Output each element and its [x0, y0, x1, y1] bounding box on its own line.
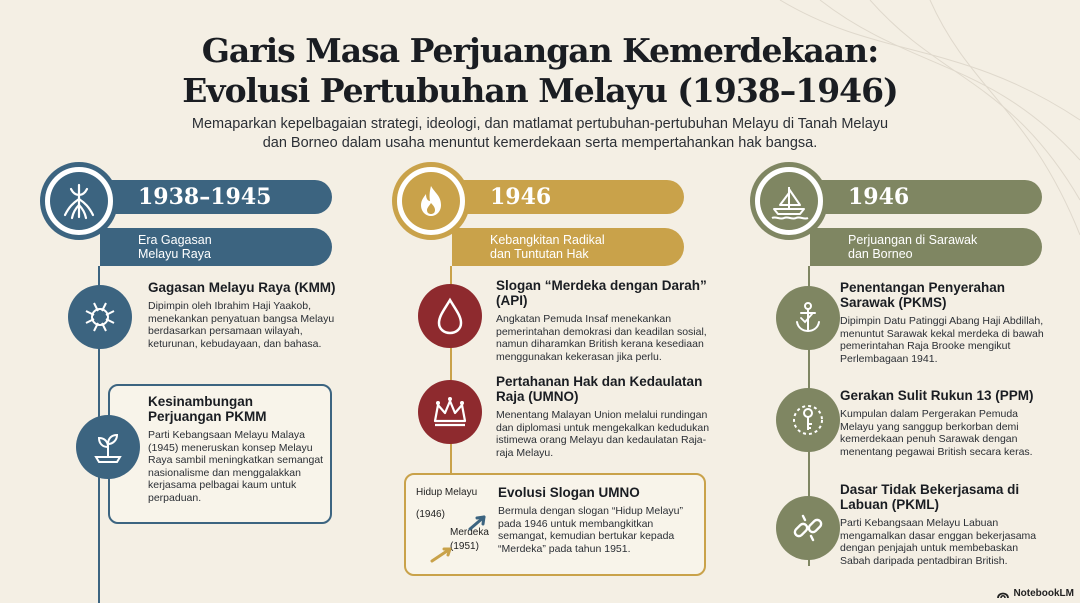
item-kmm: [40, 280, 340, 380]
era-icon-circle: [750, 162, 828, 240]
flame-icon: [402, 172, 460, 230]
anchor-shield-icon: [776, 286, 840, 350]
item-pkml: [776, 482, 1076, 582]
item-text: Parti Kebangsaan Melayu Labuan mengamalkan dasar enggan bekerjasama dengan penjajah untuk membebaskan Sabah daripada pentadbiran British.: [840, 517, 1037, 567]
era-icon-circle: [392, 162, 470, 240]
ship-icon: [760, 172, 818, 230]
item-heading: Gerakan Sulit Rukun 13 (PPM): [840, 388, 1034, 403]
item-heading: Slogan “Merdeka dengan Darah” (API): [496, 278, 707, 308]
year-bar: 1946: [790, 180, 1042, 214]
sprout-icon: [76, 415, 140, 479]
column-1946-sarawak: [748, 160, 1078, 590]
page-title-line2: Evolusi Pertubuhan Melayu (1938–1946): [182, 71, 898, 110]
era-label-line2: dan Tuntutan Hak: [490, 247, 589, 261]
notebooklm-badge: [997, 588, 1074, 599]
item-rukun13: [776, 388, 1076, 478]
era-label-line1: Perjuangan di Sarawak: [848, 233, 978, 247]
page-title-line1: Garis Masa Perjuangan Kemerdekaan:: [201, 31, 879, 70]
item-text: Parti Kebangsaan Melayu Malaya (1945) meneruskan konsep Melayu Raya sambil meningkatkan semangat nasionalisme dan menggalakkan kerjasama pelbagai kaum untuk perpaduan.: [148, 429, 324, 504]
item-heading: Penentangan Penyerahan Sarawak (PKMS): [840, 280, 1006, 310]
era-label-line2: Melayu Raya: [138, 247, 211, 261]
item-text: Angkatan Pemuda Insaf menekankan pemerintahan demokrasi dan keadilan sosial, namun diharamkan British kerana kesediaan menggunakan kekerasan jika perlu.: [496, 313, 707, 363]
item-heading: Dasar Tidak Bekerjasama di Labuan (PKML): [840, 482, 1020, 512]
era-bar: [100, 228, 332, 266]
item-pkmm-box: [108, 384, 332, 524]
era-label-line1: Kebangkitan Radikal: [490, 233, 605, 247]
brand-label: NotebookLM: [1013, 588, 1074, 599]
slogan2-year: (1951): [450, 541, 479, 552]
crown-icon: [418, 380, 482, 444]
broken-chain-icon: [776, 496, 840, 560]
era-icon-circle: [40, 162, 118, 240]
item-text: Menentang Malayan Union melalui rundingan dan diplomasi untuk mengekalkan kedudukan istimewa orang Melayu dan kedaulatan Raja-raja Melayu.: [496, 409, 710, 459]
year-bar: 1938–1945: [80, 180, 332, 214]
notebooklm-logo-icon: [997, 589, 1009, 599]
key-circle-icon: [776, 388, 840, 452]
era-bar: [452, 228, 684, 266]
item-heading: Kesinambungan Perjuangan PKMM: [148, 394, 267, 424]
item-heading: Pertahanan Hak dan Kedaulatan Raja (UMNO): [496, 374, 703, 404]
item-api: [418, 278, 728, 378]
item-pkms: [776, 280, 1076, 380]
slogan2-label: Merdeka: [450, 527, 489, 538]
column-1938-1945: [40, 160, 370, 590]
arrows-up-icon: [422, 509, 494, 565]
blood-drop-icon: [418, 284, 482, 348]
item-text: Dipimpin Datu Patinggi Abang Haji Abdillah, menuntut Sarawak kekal merdeka di bawah pemerintahan Raja Brooke mengikut Perlembagaan 1941.: [840, 315, 1044, 365]
page-subtitle: Memaparkan kepelbagaian strategi, ideologi, dan matlamat pertubuhan-pertubuhan Melayu di Tanah Melayu dan Borneo dalam usaha menuntut kemerdekaan serta mempertahankan hak bangsa.: [191, 116, 889, 151]
hands-unity-icon: [68, 285, 132, 349]
item-umno-slogan-box: [404, 473, 706, 576]
item-text: Dipimpin oleh Ibrahim Haji Yaakob, menekankan penyatuan bangsa Melayu berdasarkan persamaan wilayah, keturunan, kebudayaan, dan bahasa.: [148, 300, 335, 350]
item-text: Kumpulan dalam Pergerakan Pemuda Melayu yang sanggup berkorban demi kemerdekaan penuh Sarawak dengan menentang pegawai British secara keras.: [840, 408, 1033, 458]
item-heading: Evolusi Slogan UMNO: [498, 485, 640, 500]
year-bar: 1946: [432, 180, 684, 214]
slogan1-label: Hidup Melayu: [416, 487, 478, 498]
slogan-graphic: [416, 487, 494, 567]
slogan1-year: (1946): [416, 509, 445, 520]
item-heading: Gagasan Melayu Raya (KMM): [148, 280, 336, 295]
era-label-line2: dan Borneo: [848, 247, 913, 261]
item-text: Bermula dengan slogan “Hidup Melayu” pada 1946 untuk membangkitkan semangat, kemudian bertukar kepada “Merdeka” pada tahun 1951.: [498, 505, 684, 555]
item-umno-rights: [418, 374, 728, 474]
era-bar: [810, 228, 1042, 266]
column-1946-radical: [390, 160, 720, 590]
era-label-line1: Era Gagasan: [138, 233, 212, 247]
roots-icon: [50, 172, 108, 230]
